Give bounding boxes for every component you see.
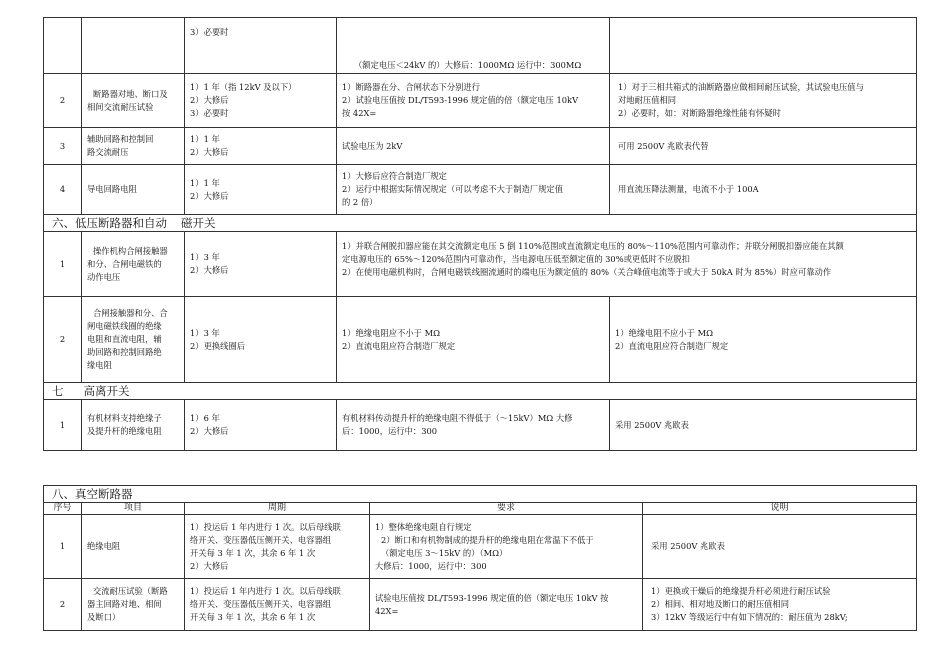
header-note: 说明 <box>643 503 917 515</box>
period-cell: 1）投运后 1 年内进行 1 次。以后母线联 络开关、变压器低压侧开关、电容器组 开关每 3 年 1 次，其余 6 年 1 次 <box>185 579 370 631</box>
requirement-cell: 试验电压为 2kV <box>337 128 610 165</box>
table-row: 1 绝缘电阻 1）投运后 1 年内进行 1 次。以后母线联 络开关、变压器低压侧开关、电容器组 开关每 3 年 1 次，其余 6 年 1 次 2）大修后 1）整体绝缘电阻自行规定 2）断口和有机物制成的提升杆的绝缘电阻在常温下不低于 （额定电压 3～15kV 的）（MΩ） 大修后：1000，运行中：300 采用 2500V 兆欧表 <box>44 515 917 579</box>
header-requirement: 要求 <box>370 503 643 515</box>
period-cell: 1）1 年（指 12kV 及以下） 2）大修后 3）必要时 <box>185 74 337 128</box>
item-cell: 交流耐压试验（断路 器主回路对地、相间 及断口） <box>82 579 185 631</box>
section-heading-7: 七 高离开关 <box>44 383 917 400</box>
item-cell: 操作机构合闸接触器 和分、合闸电磁铁的 动作电压 <box>82 232 185 297</box>
period-cell: 1）投运后 1 年内进行 1 次。以后母线联 络开关、变压器低压侧开关、电容器组 开关每 3 年 1 次，其余 6 年 1 次 2）大修后 <box>185 515 370 579</box>
period-cell: 1）3 年 2）更换线圈后 <box>185 297 337 383</box>
table-row <box>44 18 917 74</box>
note-cell: 可用 2500V 兆欧表代替 <box>610 128 917 165</box>
requirement-cell: 1）大修后应符合制造厂规定 2）运行中根据实际情况规定（可以考虑不大于制造厂规定值 的 2 倍） <box>337 165 610 215</box>
table-row: 1 操作机构合闸接触器 和分、合闸电磁铁的 动作电压 1）3 年 2）大修后 1）并联合闸脱扣器应能在其交流额定电压 5 倒 110%范围或直流额定电压的 80%～110%范围内可靠动作；并联分闸脱扣器应能在其额 定电源电压的 65%～120%范围内可靠动作，当电源电压低至额定值的 30%或更低时不应脱扣 2）在使用电磁机构时，合闸电磁铁线圈流通时的端电压为额定值的 80%（关合峰值电流等于或大于 50kA 时为 85%）时应可靠动作 <box>44 232 917 297</box>
note-cell: 1）对于三相共箱式的油断路器应做相间耐压试验，其试验电压值与 对地耐压值相同 2）必要时，如：对断路器绝缘性能有怀疑时 <box>610 74 917 128</box>
table-row: 2 断路器对地、断口及 相间交流耐压试验 1）1 年（指 12kV 及以下） 2）大修后 3）必要时 1）断路器在分、合闸状态下分别进行 2）试验电压值按 DL/T593-1996 规定值的倍（额定电压 10kV 按 42X= 1）对于三相共箱式的油断路器应做相间耐压试验，其试验电压值与 对地耐压值相同 2）必要时，如：对断路器绝缘性能有怀疑时 <box>44 74 917 128</box>
item-cell: 绝缘电阻 <box>82 515 185 579</box>
requirement-cell: 试验电压值按 DL/T593-1996 规定值的倍（额定电压 10kV 按 42X= <box>370 579 643 631</box>
note-cell: 用直流压降法测量，电流不小于 100A <box>610 165 917 215</box>
requirement-cell: 1）整体绝缘电阻自行规定 2）断口和有机物制成的提升杆的绝缘电阻在常温下不低于 （额定电压 3～15kV 的）（MΩ） 大修后：1000，运行中：300 <box>370 515 643 579</box>
header-item: 项目 <box>82 503 185 515</box>
test-table-upper <box>43 17 917 451</box>
requirement-cell: 1）绝缘电阻应不小于 MΩ 2）直流电阻应符合制造厂规定 <box>337 297 610 383</box>
requirement-cell: 有机材料传动提升杆的绝缘电阻不得低于（～15kV）MΩ 大修 后：1000，运行中：300 <box>337 400 610 451</box>
requirement-cell: 1）断路器在分、合闸状态下分别进行 2）试验电压值按 DL/T593-1996 规定值的倍（额定电压 10kV 按 42X= <box>337 74 610 128</box>
header-no: 序号 <box>44 503 82 515</box>
table-header-row <box>44 503 917 515</box>
note-cell: 采用 2500V 兆欧表 <box>610 400 917 451</box>
note-cell: 1）更换或干燥后的绝缘提升杆必须进行耐压试验 2）相间、相对地及断口的耐压值相同 3）12kV 等级运行中有如下情况的：耐压值为 28kV; <box>643 579 917 631</box>
period-cell: 1）3 年 2）大修后 <box>185 232 337 297</box>
item-cell: 导电回路电阻 <box>82 165 185 215</box>
table-row: 2 合闸接触器和分、合 闸电磁铁线圈的绝缘 电阻和直流电阻，辅 助回路和控制回路绝 缘电阻 1）3 年 2）更换线圈后 1）绝缘电阻应不小于 MΩ 2）直流电阻应符合制造厂规定 1）绝缘电阻不应小于 MΩ 2）直流电阻应符合制造厂规定 <box>44 297 917 383</box>
period-cell: 1）6 年 2）大修后 <box>185 400 337 451</box>
note-cell: 1）绝缘电阻不应小于 MΩ 2）直流电阻应符合制造厂规定 <box>610 297 917 383</box>
table-row: 3 辅助回路和控制回 路交流耐压 1）1 年 2）大修后 试验电压为 2kV 可用 2500V 兆欧表代替 <box>44 128 917 165</box>
period-cell: 1）1 年 2）大修后 <box>185 128 337 165</box>
period-cell: 1）1 年 2）大修后 <box>185 165 337 215</box>
header-period: 周期 <box>185 503 370 515</box>
requirement-cell: 1）并联合闸脱扣器应能在其交流额定电压 5 倒 110%范围或直流额定电压的 80%～110%范围内可靠动作；并联分闸脱扣器应能在其额 定电源电压的 65%～120%范围内可靠动作，当电源电压低至额定值的 30%或更低时不应脱扣 2）在使用电磁机构时，合闸电磁铁线圈流通时的端电压为额定值的 80%（关合峰值电流等于或大于 50kA 时为 85%）时应可靠动作 <box>337 232 917 297</box>
item-cell: 合闸接触器和分、合 闸电磁铁线圈的绝缘 电阻和直流电阻，辅 助回路和控制回路绝 缘电阻 <box>82 297 185 383</box>
table-row: 4 导电回路电阻 1）1 年 2）大修后 1）大修后应符合制造厂规定 2）运行中根据实际情况规定（可以考虑不大于制造厂规定值 的 2 倍） 用直流压降法测量，电流不小于 100A <box>44 165 917 215</box>
item-cell: 有机材料支持绝缘子 及提升杆的绝缘电阻 <box>82 400 185 451</box>
note-cell: 采用 2500V 兆欧表 <box>643 515 917 579</box>
section-heading-8 <box>44 486 917 503</box>
section-heading-6: 六、低压断路器和自动 磁开关 <box>44 215 917 232</box>
table-row: 1 有机材料支持绝缘子 及提升杆的绝缘电阻 1）6 年 2）大修后 有机材料传动提升杆的绝缘电阻不得低于（～15kV）MΩ 大修 后：1000，运行中：300 采用 2500V 兆欧表 <box>44 400 917 451</box>
requirement-cell: （额定电压＜24kV 的）大修后：1000MΩ 运行中：300MΩ <box>337 18 610 74</box>
period-cell: 3）必要时 <box>185 18 337 74</box>
section-title: 八、真空断路器 <box>44 486 917 503</box>
vacuum-breaker-table <box>43 485 917 631</box>
item-cell: 辅助回路和控制回 路交流耐压 <box>82 128 185 165</box>
item-cell: 断路器对地、断口及 相间交流耐压试验 <box>82 74 185 128</box>
table-row: 2 交流耐压试验（断路 器主回路对地、相间 及断口） 1）投运后 1 年内进行 1 次。以后母线联 络开关、变压器低压侧开关、电容器组 开关每 3 年 1 次，其余 6 年 1 次 试验电压值按 DL/T593-1996 规定值的倍（额定电压 10kV 按 42X= 1）更换或干燥后的绝缘提升杆必须进行耐压试验 2）相间、相对地及断口的耐压值相同 3）12kV 等级运行中有如下情况的：耐压值为 28kV; <box>44 579 917 631</box>
